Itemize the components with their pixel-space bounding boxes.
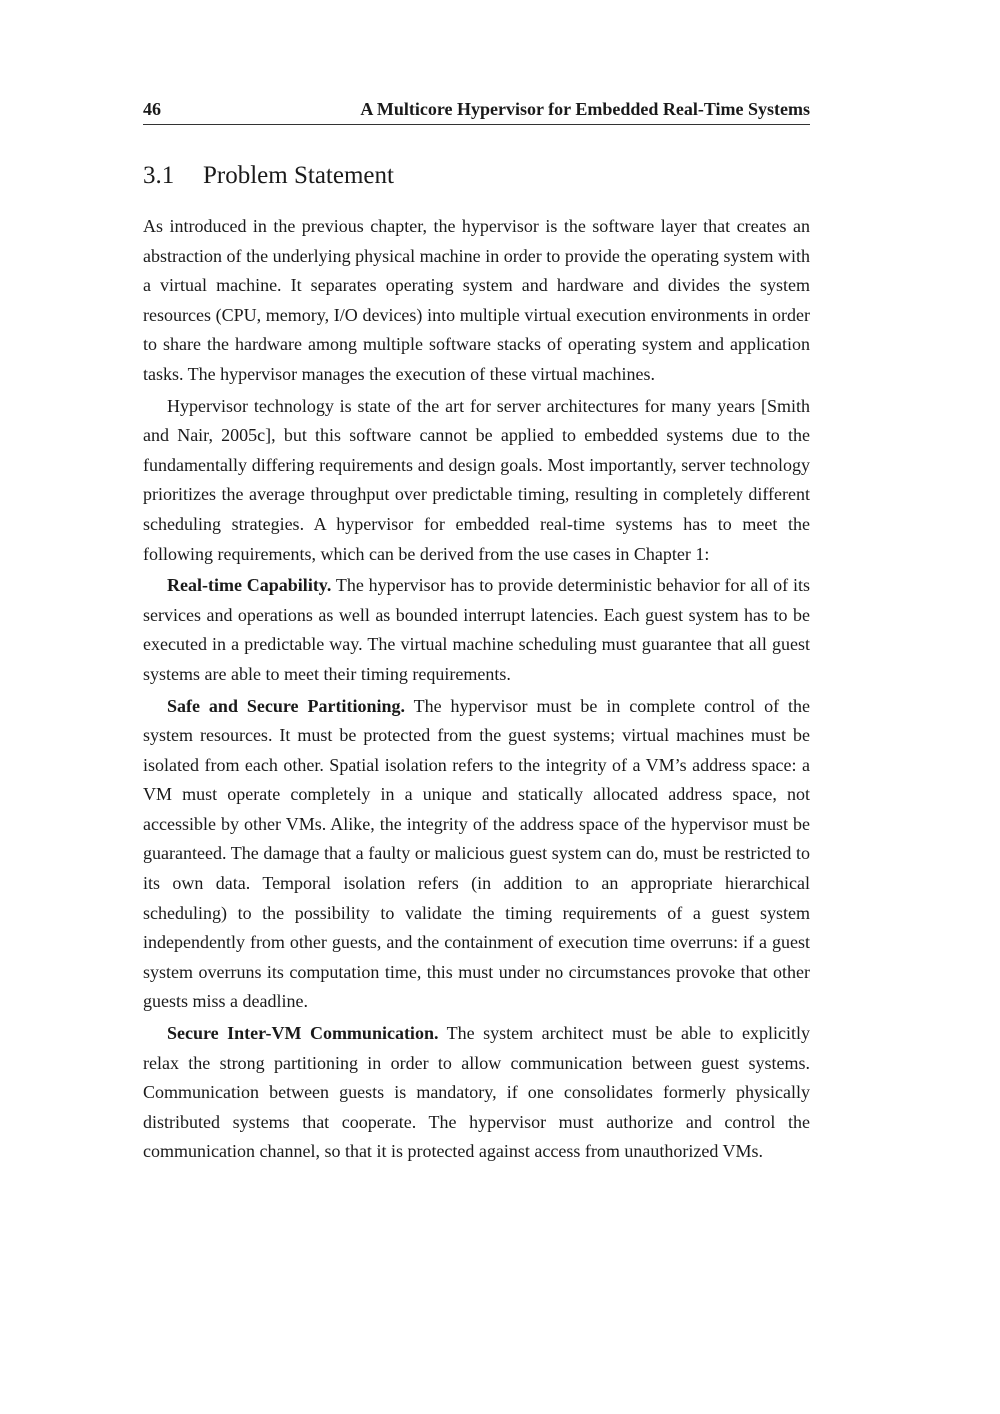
paragraph-text: The hypervisor must be in complete control of the system resources. It must be protected from the guest systems; virtual machines must be isolated from each other. Spatial isolation refers to the integrity of a VM’s address space: a VM must operate completely in a unique and statically allocated address space, not accessible by other VMs. Alike, the integrity of the address space of the hypervisor must be guaranteed. The damage that a faulty or malicious guest system can do, must be restricted to its own data. Temporal isolation refers (in addition to an appropriate hierarchical scheduling) to the possibility to validate the timing requirements of a guest system independently from other guests, and the containment of execution time overruns: if a guest system overruns its computation time, this must under no circumstances provoke that other guests miss a deadline.: [143, 695, 811, 1012]
section-number: 3.1: [143, 162, 175, 189]
paragraph-hypervisor-technology: [143, 392, 810, 570]
paragraph-secure-intervm-communication: [143, 1019, 810, 1167]
running-header: [143, 98, 810, 125]
section-title: Problem Statement: [203, 162, 394, 189]
paragraph-lead: Secure Inter-VM Communication.: [167, 1023, 439, 1044]
paragraph-text: The hypervisor has to provide deterministic behavior for all of its services and operations as well as bounded interrupt latencies. Each guest system has to be executed in a predictable way. The virtual machine scheduling must guarantee that all guest systems are able to meet their timing requirements.: [143, 575, 810, 684]
page-number: 46: [143, 99, 161, 119]
paragraph-lead: Real-time Capability.: [167, 575, 332, 596]
running-title: A Multicore Hypervisor for Embedded Real-Time Systems: [360, 99, 810, 119]
paragraph-text: Hypervisor technology is state of the art for server architectures for many years [Smith and Nair, 2005c], but this software cannot be applied to embedded systems due to the fundamentally differing requirements and design goals. Most importantly, server technology prioritizes the average throughput over predictable timing, resulting in completely different scheduling strategies. A hypervisor for embedded real-time systems has to meet the following requirements, which can be derived from the use cases in Chapter 1:: [143, 395, 810, 564]
paragraph-safe-secure-partitioning: [143, 692, 810, 1018]
body-text: [143, 212, 810, 1169]
section-heading: [143, 160, 394, 192]
paragraph-intro: [143, 212, 810, 390]
paragraph-text: The system architect must be able to explicitly relax the strong partitioning in order to allow communication between guest systems. Communication between guests is mandatory, if one consolidates formerly physically distributed systems that cooperate. The hypervisor must authorize and control the communication channel, so that it is protected against access from unauthorized VMs.: [143, 1023, 810, 1162]
paragraph-text: As introduced in the previous chapter, the hypervisor is the software layer that creates an abstraction of the underlying physical machine in order to provide the operating system with a virtual machine. It separates operating system and hardware and divides the system resources (CPU, memory, I/O devices) into multiple virtual execution environments in order to share the hardware among multiple software stacks of operating system and application tasks. The hypervisor manages the execution of these virtual machines.: [143, 216, 810, 384]
paragraph-lead: Safe and Secure Partitioning.: [167, 695, 405, 716]
paragraph-realtime-capability: [143, 571, 810, 689]
